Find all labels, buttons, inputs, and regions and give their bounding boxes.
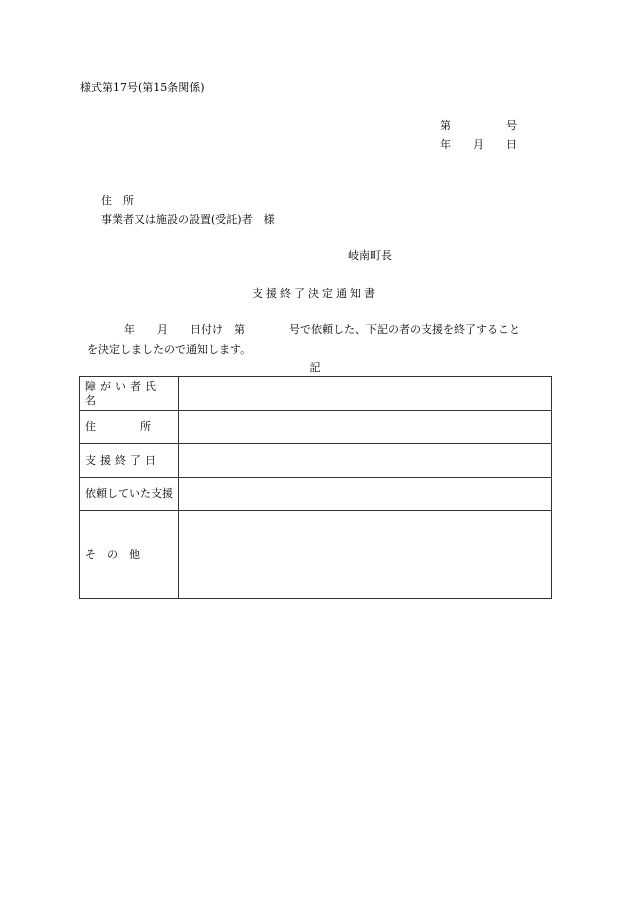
row-label-other: そ の 他 xyxy=(80,511,179,599)
row-value-requested-support xyxy=(179,478,552,511)
table-row xyxy=(80,444,552,478)
row-label-address: 住 所 xyxy=(80,411,179,444)
table-row xyxy=(80,411,552,444)
row-value-support-end-date xyxy=(179,444,552,478)
table-row xyxy=(80,478,552,511)
row-value-other xyxy=(179,511,552,599)
row-value-disabled-person-name xyxy=(179,377,552,411)
address-label: 住 所 xyxy=(101,194,134,207)
body-text-line-1: 年 月 日付け 第 号で依頼した、下記の者の支援を終了すること xyxy=(124,323,520,336)
row-label-disabled-person-name: 障がい者氏名 xyxy=(80,377,179,411)
table-row xyxy=(80,511,552,599)
document-title: 支援終了決定通知書 xyxy=(252,287,378,300)
row-value-address xyxy=(179,411,552,444)
addressee: 事業者又は施設の設置(受託)者 様 xyxy=(101,213,275,226)
issuer: 岐南町長 xyxy=(348,249,392,262)
row-label-support-end-date: 支援終了日 xyxy=(80,444,179,478)
body-text-line-2: を決定しましたので通知します。 xyxy=(87,343,252,356)
form-number: 様式第17号(第15条関係) xyxy=(80,81,205,94)
ki-heading: 記 xyxy=(309,361,321,374)
table-row xyxy=(80,377,552,411)
document-number-line: 第 号 xyxy=(440,119,517,132)
record-table xyxy=(79,376,552,599)
date-line: 年 月 日 xyxy=(440,138,517,151)
row-label-requested-support: 依頼していた支援 xyxy=(80,478,179,511)
